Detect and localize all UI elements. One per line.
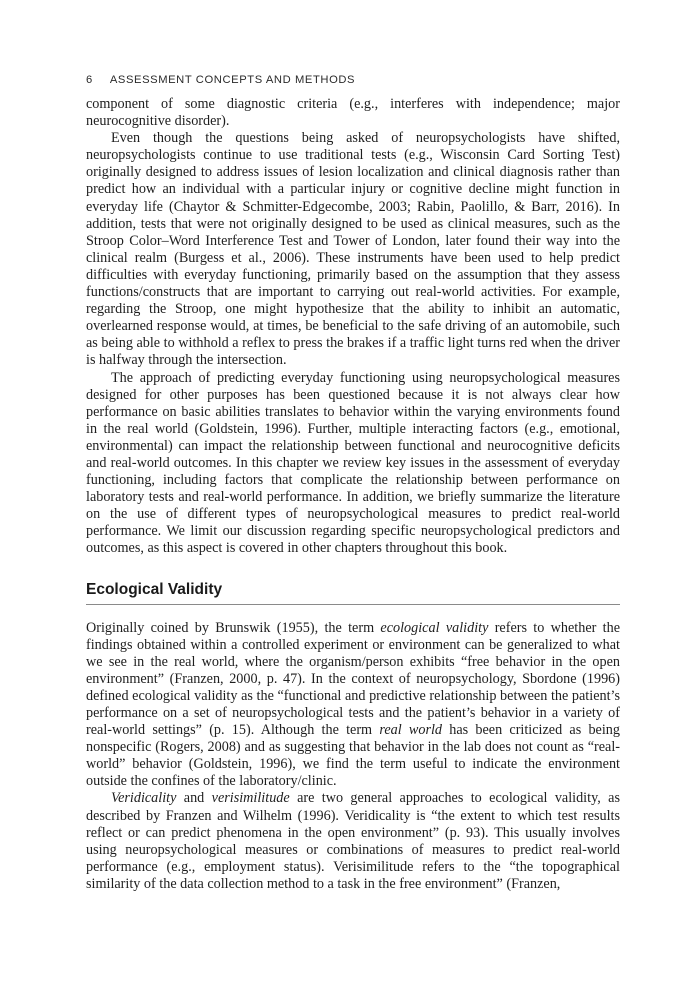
text-run: refers to whether the findings obtained within a controlled experiment or environment can be generalized to what we see in the real world, where the organism/person exhibits “free behavior in the open environment” (Franzen, 2000, p. 47). In the context of neuropsychology, Sbordone (1996) defined ecological validity as the “functional and predictive relationship between the patient’s performance on a set of neuropsychological tests and the patient’s behavior in a variety of real-world settings” (p. 15). Although the term [86,619,621,739]
text-run: Originally coined by Brunswik (1955), the term [86,619,381,636]
paragraph-ecological-validity [86,620,620,791]
emphasis-term: verisimilitude [211,790,290,807]
running-head [86,74,355,86]
body-text [86,96,620,893]
running-head-title: ASSESSMENT CONCEPTS AND METHODS [109,74,356,86]
text-run: are two general approaches to ecological validity, as described by Franzen and Wilhelm (1996). Veridicality is “the extent to which test results reflect or can predict phenomena in the open environment” (p. 93). This usually involves using neuropsychological measures or combinations of measures to predict real-world performance (e.g., employment status). Verisimilitude refers to the “the topographical similarity of the data collection method to a task in the free environment” (Franzen, [86,790,620,892]
text-run: and [176,790,212,807]
section-heading: Ecological Validity [86,581,620,605]
emphasis-term: Veridicality [111,790,177,807]
emphasis-term: real world [379,722,443,739]
paragraph-continued: component of some diagnostic criteria (e.g., interferes with independence; major neurocognitive disorder). [86,96,620,130]
paragraph-veridicality [86,790,620,893]
emphasis-term: ecological validity [380,619,489,636]
paragraph-traditional-tests: Even though the questions being asked of neuropsychologists have shifted, neuropsychologists continue to use traditional tests (e.g., Wisconsin Card Sorting Test) originally designed to address issues of lesion localization and clinical diagnosis rather than predict how an individual with a particular injury or cognitive decline might function in everyday life (Chaytor & Schmitter-Edgecombe, 2003; Rabin, Paolillo, & Barr, 2016). In addition, tests that were not originally designed to be used as clinical measures, such as the Stroop Color–Word Interference Test and Tower of London, later found their way into the clinical realm (Burgess et al., 2006). These instruments have been used to help predict difficulties with everyday functioning, primarily based on the assumption that they assess functions/constructs that are important to carrying out real-world activities. For example, regarding the Stroop, one might hypothesize that the ability to inhibit an automatic, overlearned response would, at times, be beneficial to the safe driving of an automobile, such as being able to withhold a reflex to press the brakes if a traffic light turns red when the driver is halfway through the intersection. [86,130,620,369]
page-number: 6 [86,74,93,86]
paragraph-chapter-overview: The approach of predicting everyday functioning using neuropsychological measures designed for other purposes has been questioned because it is not always clear how performance on basic abilities translates to behavior within the varying environments found in the real world (Goldstein, 1996). Further, multiple interacting factors (e.g., emotional, environmental) can impact the relationship between functional and neurocognitive deficits and real-world outcomes. In this chapter we review key issues in the assessment of everyday functioning, including factors that complicate the relationship between performance on laboratory tests and real-world performance. In addition, we briefly summarize the literature on the use of different types of neuropsychological measures to predict real-world performance. We limit our discussion regarding specific neuropsychological predictors and outcomes, as this aspect is covered in other chapters throughout this book. [86,369,620,557]
text-run: has been criticized as being nonspecific (Rogers, 2008) and as suggesting that behavior in the lab does not count as “real-world” behavior (Goldstein, 1996), we find the term useful to indicate the environment outside the confines of the laboratory/clinic. [86,722,620,790]
